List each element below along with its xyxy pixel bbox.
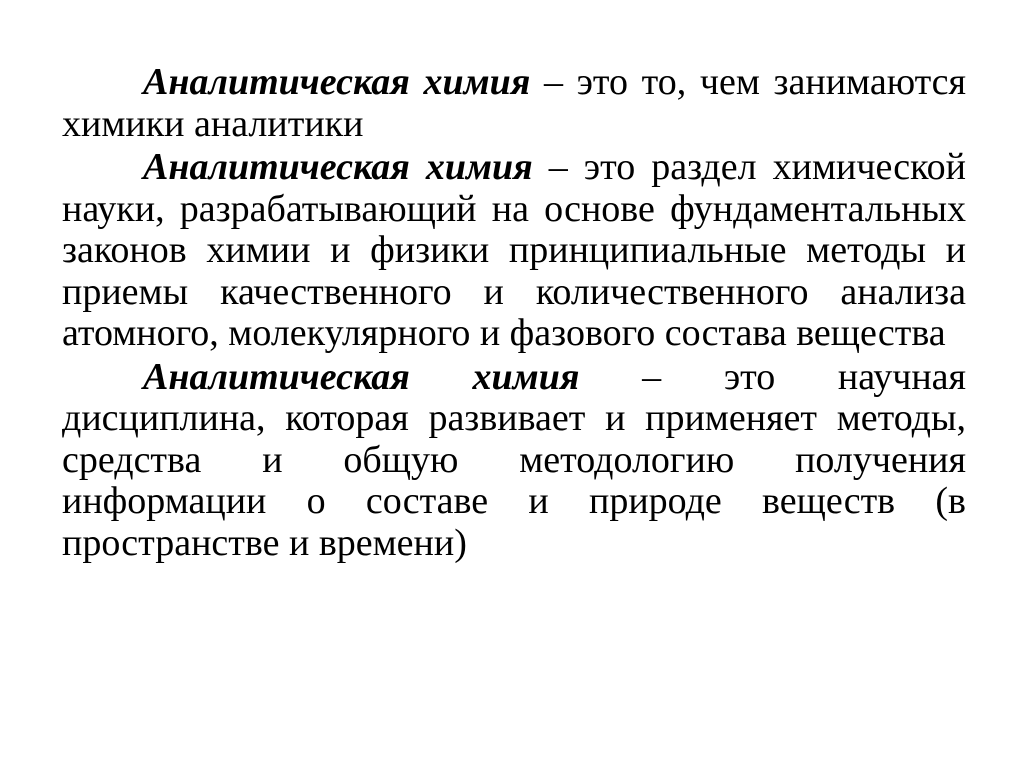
definition-term: Аналитическая химия xyxy=(143,146,533,188)
definition-text: – это научная дисциплина, которая развивает и применяет методы, средства и общую методологию получения информации о составе и природе веществ (в пространстве и времени) xyxy=(62,355,966,564)
definition-2 xyxy=(62,147,966,355)
definition-term: Аналитическая химия xyxy=(143,61,531,103)
definition-1 xyxy=(62,62,966,145)
definition-3 xyxy=(62,357,966,565)
definition-text: – это раздел химической науки, разрабатывающий на основе фундаментальных законов химии и физики принципиальные методы и приемы качественного и количественного анализа атомного, молекулярного и фазового состава вещества xyxy=(62,146,966,354)
definition-text: – это то, чем занимаются химики аналитики xyxy=(62,61,966,145)
definition-term: Аналитическая химия xyxy=(143,355,580,398)
